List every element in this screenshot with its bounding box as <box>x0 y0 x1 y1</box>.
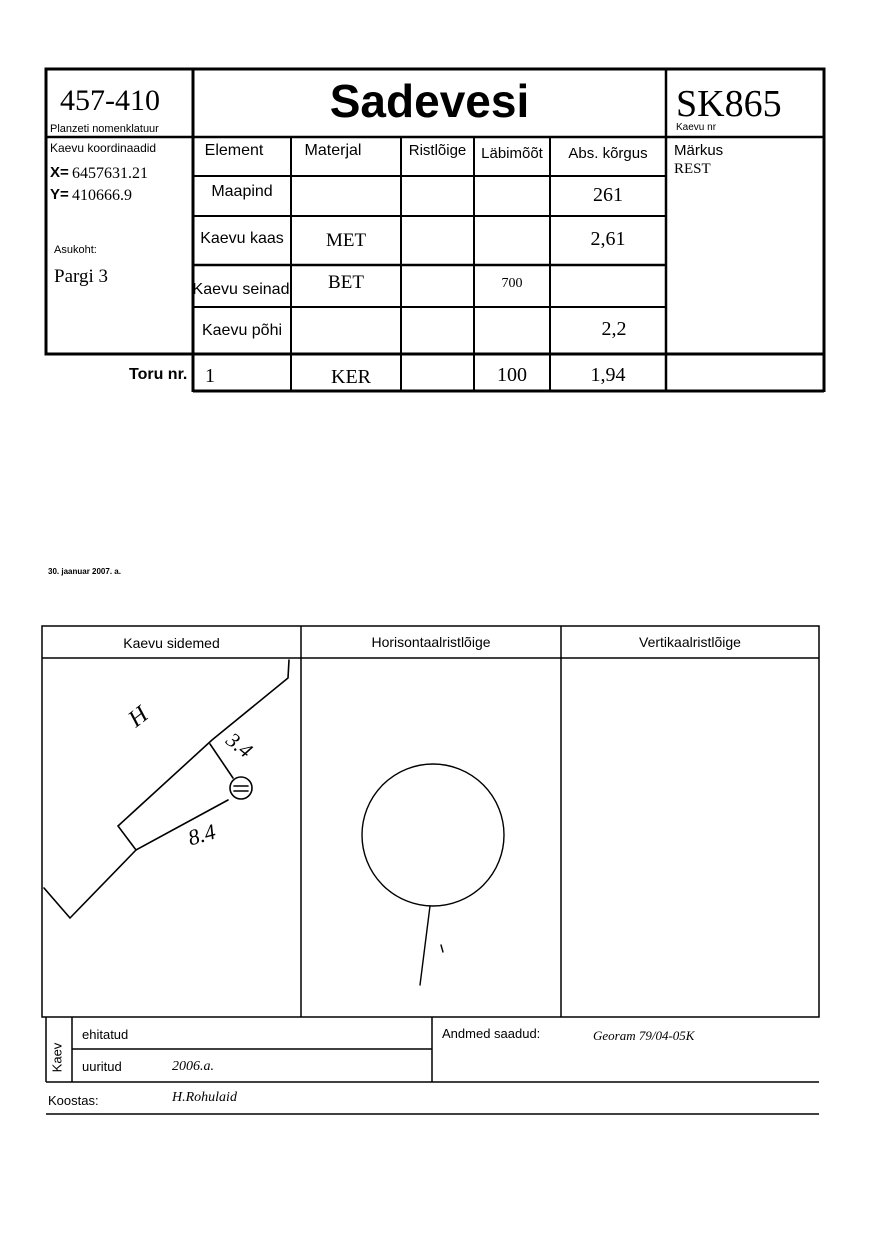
well-number-value: SK865 <box>676 83 782 125</box>
pipe-number: 1 <box>205 365 215 387</box>
col-header-diameter: Läbimõõt <box>481 145 543 162</box>
row-element-bottom: Kaevu põhi <box>201 322 283 339</box>
y-coordinate: 410666.9 <box>72 187 132 204</box>
coordinates-label: Kaevu koordinaadid <box>50 141 157 155</box>
data-source-value: Georam 79/04-05K <box>593 1028 695 1043</box>
col-header-cross-section: Ristlõige <box>408 142 467 159</box>
row-abs-height-bottom: 2,2 <box>601 318 627 340</box>
col-header-abs-height: Abs. kõrgus <box>568 145 648 162</box>
col-header-material: Materjal <box>304 142 362 159</box>
sketch-annotation-h: H <box>123 701 154 733</box>
panel-title-connections: Kaevu sidemed <box>123 635 220 651</box>
row-abs-height-cover: 2,61 <box>590 228 626 250</box>
remark-value: REST <box>674 161 711 177</box>
compiled-value: H.Rohulaid <box>172 1090 237 1105</box>
panel-title-horizontal: Horisontaalristlõige <box>371 634 491 650</box>
row-element-walls: Kaevu seinad <box>192 281 290 298</box>
horizontal-section-sketch <box>362 764 504 985</box>
measured-value: 2006.a. <box>172 1059 214 1074</box>
page-title: Sadevesi <box>329 75 530 127</box>
row-element-ground: Maapind <box>211 183 273 200</box>
panel-title-vertical: Vertikaalristlõige <box>639 634 741 650</box>
row-abs-height-ground: 261 <box>593 184 623 206</box>
data-source-label: Andmed saadud: <box>442 1026 541 1041</box>
row-material-cover: MET <box>325 230 367 251</box>
side-label-well: Kaev <box>49 1042 65 1073</box>
col-header-remark: Märkus <box>674 142 724 159</box>
nomenclature-value: 457-410 <box>60 84 160 117</box>
row-material-walls: BET <box>328 272 364 293</box>
connections-sketch <box>44 660 289 918</box>
built-label: ehitatud <box>82 1027 129 1042</box>
x-label: X= <box>50 164 69 181</box>
row-element-cover: Kaevu kaas <box>200 230 284 247</box>
measured-label: uuritud <box>82 1059 122 1074</box>
y-label: Y= <box>50 186 69 203</box>
col-header-element: Element <box>204 142 264 159</box>
pipe-diameter: 100 <box>497 364 527 386</box>
row-diameter-walls: 700 <box>501 276 523 291</box>
x-coordinate: 6457631.21 <box>72 165 148 182</box>
sketch-annotation-distance-2: 8.4 <box>184 818 219 851</box>
pipe-abs-height: 1,94 <box>590 364 626 386</box>
location-label: Asukoht: <box>54 244 97 256</box>
nomenclature-label: Planzeti nomenklatuur <box>50 123 159 135</box>
sketch-annotation-distance-1: 3.4 <box>221 727 258 763</box>
pipe-material: KER <box>331 366 371 388</box>
document-date: 30. jaanuar 2007. a. <box>48 567 121 576</box>
compiled-label: Koostas: <box>48 1093 99 1108</box>
pipe-label: Toru nr. <box>129 366 188 383</box>
well-number-label: Kaevu nr <box>676 122 717 133</box>
location-value: Pargi 3 <box>54 266 109 287</box>
